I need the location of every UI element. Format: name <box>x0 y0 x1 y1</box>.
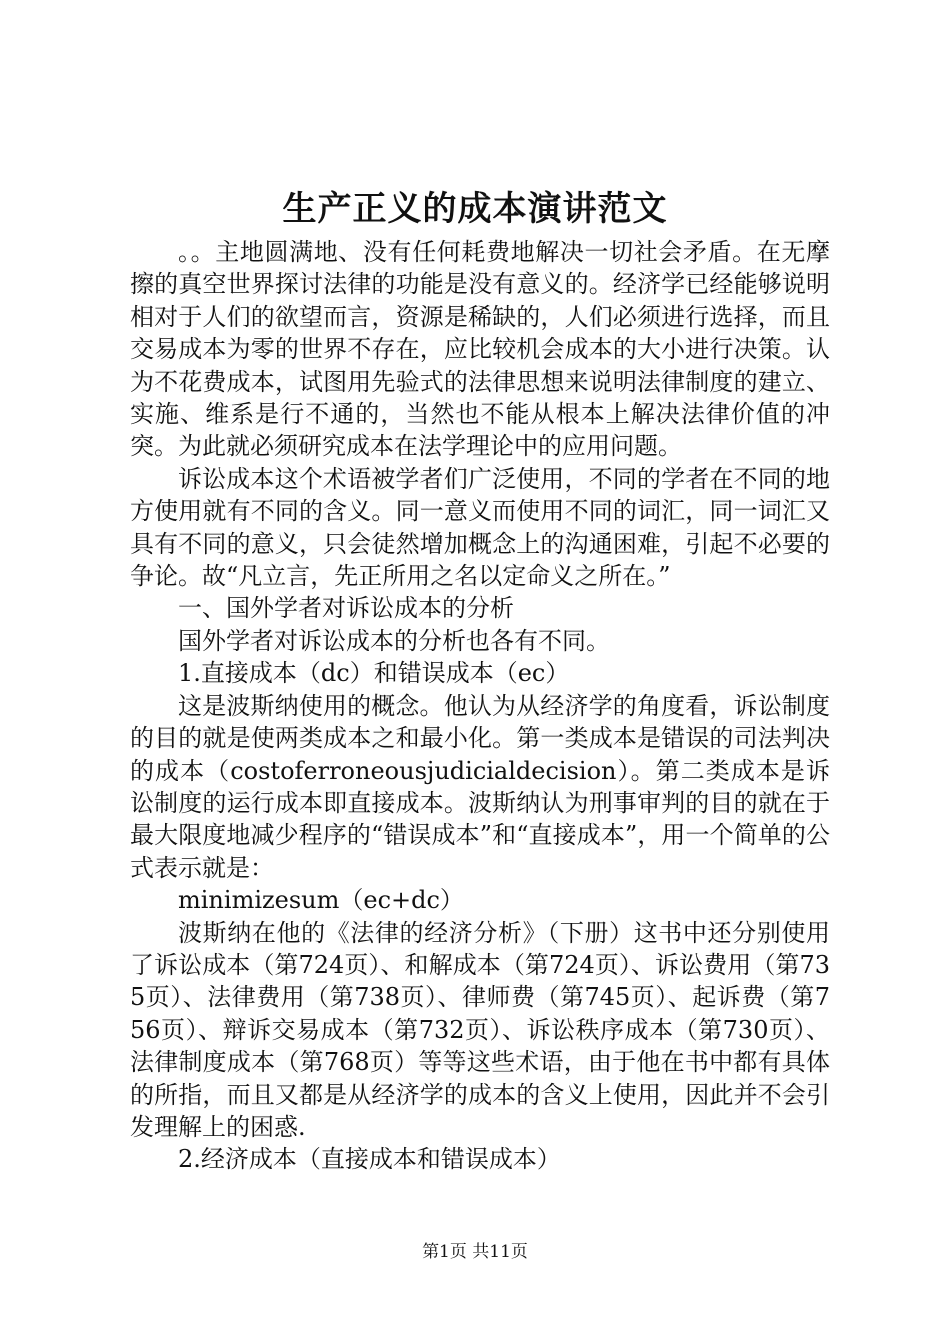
page-footer: 第1页 共11页 <box>422 1242 528 1262</box>
formula: minimizesum（ec+dc） <box>178 886 464 915</box>
document-title: 生产正义的成本演讲范文 <box>282 189 668 229</box>
paragraph: 这是波斯纳使用的概念。他认为从经济学的角度看，诉讼制度的目的就是使两类成本之和最小化。第一类成本是错误的司法判决的成本（costoferroneousjudicialdecision）。第二类成本是诉讼制度的运行成本即直接成本。波斯纳认为刑事审判的目的就在于最大限度地减少程序的“错误成本”和“直接成本”，用一个简单的公式表示就是： <box>130 691 830 882</box>
subsection-heading: 2.经济成本（直接成本和错误成本） <box>178 1145 561 1174</box>
section-heading: 一、国外学者对诉讼成本的分析 <box>178 594 514 623</box>
document-body <box>130 236 830 1176</box>
subsection-heading: 1.直接成本（dc）和错误成本（ec） <box>178 659 570 688</box>
paragraph: 。。主地圆满地、没有任何耗费地解决一切社会矛盾。在无摩擦的真空世界探讨法律的功能是没有意义的。经济学已经能够说明相对于人们的欲望而言，资源是稀缺的，人们必须进行选择，而且交易成本为零的世界不存在，应比较机会成本的大小进行决策。认为不花费成本，试图用先验式的法律思想来说明法律制度的建立、实施、维系是行不通的，当然也不能从根本上解决法律价值的冲突。为此就必须研究成本在法学理论中的应用问题。 <box>130 238 830 461</box>
paragraph: 波斯纳在他的《法律的经济分析》（下册）这书中还分别使用了诉讼成本（第724页）、和解成本（第724页）、诉讼费用（第735页）、法律费用（第738页）、律师费（第745页）、起诉费（第756页）、辩诉交易成本（第732页）、诉讼秩序成本（第730页）、法律制度成本（第768页）等等这些术语，由于他在书中都有具体的所指，而且又都是从经济学的成本的含义上使用，因此并不会引发理解上的困惑. <box>130 918 830 1141</box>
paragraph: 诉讼成本这个术语被学者们广泛使用，不同的学者在不同的地方使用就有不同的含义。同一意义而使用不同的词汇，同一词汇又具有不同的意义，只会徒然增加概念上的沟通困难，引起不必要的争论。故“凡立言，先正所用之名以定命义之所在。” <box>130 464 830 591</box>
paragraph: 国外学者对诉讼成本的分析也各有不同。 <box>178 626 610 655</box>
